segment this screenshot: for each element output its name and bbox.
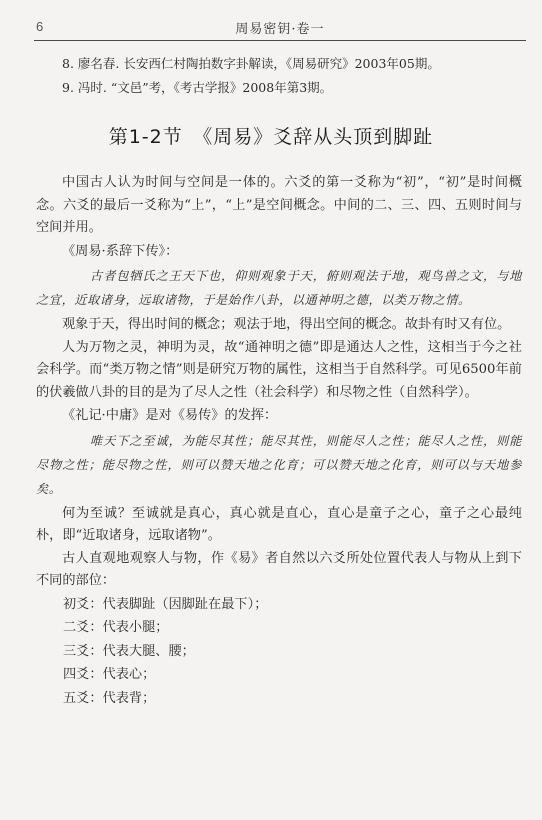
paragraph: 人为万物之灵，神明为灵，故“通神明之德”即是通达人之性，这相当于今之社会科学。而“类万物之情”则是研究万物的属性，这相当于自然科学。可见6500年前的伏羲做八卦的目的是为了尽人之性（社会科学）和尽物之性（自然科学）。 (36, 339, 522, 400)
quote-text: 唯天下之至诚，为能尽其性；能尽其性，则能尽人之性；能尽人之性，则能尽物之性；能尽物之性，则可以赞天地之化育；可以赞天地之化育，则可以与天地参矣。 (36, 433, 522, 496)
reference-item: 9. 冯时. “文邑”考，《考古学报》2008年第3期。 (62, 80, 333, 95)
page-number: 6 (36, 19, 44, 34)
reference-item: 8. 廖名春. 长安西仁村陶拍数字卦解读，《周易研究》2003年05期。 (62, 56, 440, 71)
section-title: 第1-2节 《周易》爻辞从头顶到脚趾 (108, 126, 434, 148)
paragraph: 何为至诚？至诚就是真心，真心就是直心，直心是童子之心，童子之心最纯朴，即“近取诸身，远取诸物”。 (36, 505, 522, 543)
references (62, 52, 440, 100)
block-quote (36, 264, 522, 312)
block-quote (36, 429, 522, 501)
citation-heading: 《礼记·中庸》是对《易传》的发挥： (62, 408, 278, 423)
page-header (34, 16, 526, 41)
paragraph: 中国古人认为时间与空间是一体的。六爻的第一爻称为“初”，“初”是时间概念。六爻的最后一爻称为“上”，“上”是空间概念。中间的二、三、四、五则时间与空间并用。 (36, 175, 522, 235)
body-text (36, 172, 522, 710)
paragraph: 观象于天，得出时间的概念；观法于地，得出空间的概念。故卦有时又有位。 (62, 317, 511, 332)
citation-heading: 《周易·系辞下传》： (62, 243, 179, 259)
list-item: 初爻：代表脚趾（因脚趾在最下）； (63, 596, 268, 612)
yao-list (36, 593, 522, 711)
list-item: 三爻：代表大腿、腰； (63, 643, 195, 659)
list-item: 四爻：代表心； (63, 667, 156, 682)
list-item: 五爻：代表背； (63, 690, 156, 706)
paragraph: 古人直观地观察人与物，作《易》者自然以六爻所处位置代表人与物从上到下不同的部位： (36, 550, 522, 588)
list-item: 二爻：代表小腿； (63, 620, 169, 635)
quote-text: 古者包牺氏之王天下也，仰则观象于天，俯则观法于地，观鸟兽之文，与地之宜，近取诸身，远取诸物，于是始作八卦，以通神明之德，以类万物之情。 (36, 269, 522, 307)
running-title: 周易密钥·卷一 (235, 22, 325, 37)
